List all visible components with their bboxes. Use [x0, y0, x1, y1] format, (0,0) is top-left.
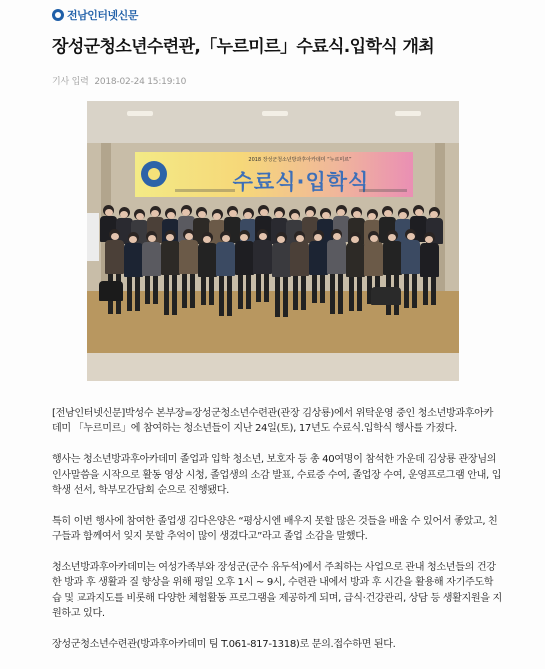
person-face: [351, 236, 359, 243]
person-face: [306, 210, 314, 217]
person-body: [327, 240, 346, 274]
person-leg: [256, 274, 261, 302]
person-leg: [209, 277, 214, 305]
person-body: [383, 241, 402, 275]
person-leg: [264, 274, 269, 302]
person-face: [353, 211, 361, 218]
person-leg: [135, 277, 140, 311]
bag: [99, 281, 123, 301]
person-face: [167, 212, 175, 219]
person-body: [401, 240, 420, 274]
person-face: [260, 209, 268, 216]
person-body: [272, 243, 291, 277]
person-leg: [283, 277, 288, 317]
person-leg: [153, 276, 158, 304]
person-face: [111, 233, 119, 240]
person-leg: [246, 275, 251, 309]
person-face: [166, 234, 174, 241]
person-leg: [431, 277, 436, 305]
person-face: [185, 233, 193, 240]
person-face: [370, 235, 378, 242]
person-leg: [145, 276, 150, 304]
bag: [371, 287, 401, 305]
person-body: [198, 243, 217, 277]
person-face: [229, 210, 237, 217]
person-body: [179, 240, 198, 274]
person-leg: [357, 277, 362, 311]
person-face: [337, 209, 345, 216]
person-face: [425, 236, 433, 243]
person-face: [368, 213, 376, 220]
person-face: [399, 212, 407, 219]
person-face: [314, 234, 322, 241]
person-face: [407, 233, 415, 240]
person-leg: [201, 277, 206, 305]
person-face: [136, 213, 144, 220]
person-leg: [238, 275, 243, 309]
article-paragraph: 장성군청소년수련관(방과후아카데미 팀 T.061-817-1318)로 문의.접수하면 된다.: [52, 639, 396, 651]
article-paragraph: 청소년방과후아카데미는 여성가족부와 장성군(군수 유두석)에서 주최하는 사업으로 관내 청소년들의 건강한 방과 후 생활과 질 향상을 위해 평일 오후 1시 ~ 9시, 수련관 내에서 방과 후 시간을 활용해 자기주도학습 및 교과지도를 비롯해 다양한 체험활동 프로그램을 제공하게 되며, 급식·건강관리, 상담 등 생활지원을 지원하고 있다.: [52, 562, 502, 620]
person-leg: [423, 277, 428, 305]
person-face: [430, 211, 438, 218]
person-leg: [404, 274, 409, 308]
person-leg: [349, 277, 354, 311]
person-body: [346, 243, 365, 277]
person-face: [120, 211, 128, 218]
person-face: [415, 209, 423, 216]
person-face: [222, 235, 230, 242]
person-face: [198, 211, 206, 218]
article-photo: [87, 101, 459, 381]
person-face: [182, 209, 190, 216]
person-face: [333, 233, 341, 240]
person-face: [148, 235, 156, 242]
person-face: [105, 209, 113, 216]
article-title: 장성군청소년수련관,「누르미르」수료식.입학식 개최: [52, 37, 435, 57]
person-body: [124, 243, 143, 277]
person-leg: [219, 276, 224, 316]
person-body: [142, 242, 161, 276]
person-face: [213, 213, 221, 220]
person-face: [203, 236, 211, 243]
person-body: [364, 242, 383, 276]
person-body: [309, 241, 328, 275]
person-leg: [182, 274, 187, 308]
person-leg: [312, 275, 317, 303]
person-body: [420, 243, 439, 277]
person-face: [240, 234, 248, 241]
banner-title: 수료식·입학식: [232, 170, 370, 194]
person-leg: [301, 276, 306, 310]
person-leg: [127, 277, 132, 311]
person-face: [244, 212, 252, 219]
person-body: [235, 241, 254, 275]
article-date-line: [52, 74, 186, 87]
person-body: [161, 241, 180, 275]
person-face: [275, 211, 283, 218]
person-body: [105, 240, 124, 274]
article-paragraph: 행사는 청소년방과후아카데미 졸업과 입학 청소년, 보호자 등 총 40여명이 참석한 가운데 김상룡 관장님의 인사말씀을 시작으로 활동 영상 시청, 졸업생의 소감 발표, 수료증 수여, 졸업장 수여, 운영프로그램 안내, 입학생 선서, 학부모간담회 순으로 진행됐다.: [52, 454, 502, 497]
newspaper-logo[interactable]: [52, 7, 138, 23]
person-face: [259, 233, 267, 240]
person-leg: [338, 274, 343, 314]
article-paragraph: [전남인터넷신문]박성수 본부장=장성군청소년수련관(관장 김상룡)에서 위탁운영 중인 청소년방과후아카데미 「누르미르」에 참여하는 청소년들이 지난 24일(토), 17년도 수료식.입학식 행사를 가졌다.: [52, 408, 493, 435]
person-face: [291, 213, 299, 220]
person-face: [322, 212, 330, 219]
group-of-people: [87, 101, 459, 381]
person-leg: [330, 274, 335, 314]
person-leg: [227, 276, 232, 316]
person-leg: [172, 275, 177, 315]
person-leg: [412, 274, 417, 308]
person-body: [290, 242, 309, 276]
person-leg: [190, 274, 195, 308]
person-leg: [164, 275, 169, 315]
person-face: [296, 235, 304, 242]
banner-subtitle: 2018 장성군청소년방과후아카데미 “누르미르”: [248, 157, 352, 163]
date-label: 기사 입력: [52, 77, 89, 87]
person-body: [253, 240, 272, 274]
logo-emblem-icon: [52, 9, 64, 21]
date-value: 2018-02-24 15:19:10: [94, 77, 187, 87]
person-face: [151, 210, 159, 217]
article-paragraph: 특히 이번 행사에 참여한 졸업생 김다은양은 “평상시엔 배우지 못할 많은 것들을 배울 수 있어서 좋았고, 친구들과 함께여서 잊지 못할 추억이 많이 생겼다고”라고 졸업 소감을 말했다.: [52, 515, 498, 543]
person-face: [129, 236, 137, 243]
article-body: [52, 406, 502, 652]
person-face: [277, 236, 285, 243]
logo-text: 전남인터넷신문: [67, 9, 138, 22]
person-face: [384, 210, 392, 217]
person-face: [388, 234, 396, 241]
person-leg: [275, 277, 280, 317]
person-body: [216, 242, 235, 276]
person-leg: [320, 275, 325, 303]
person-leg: [293, 276, 298, 310]
